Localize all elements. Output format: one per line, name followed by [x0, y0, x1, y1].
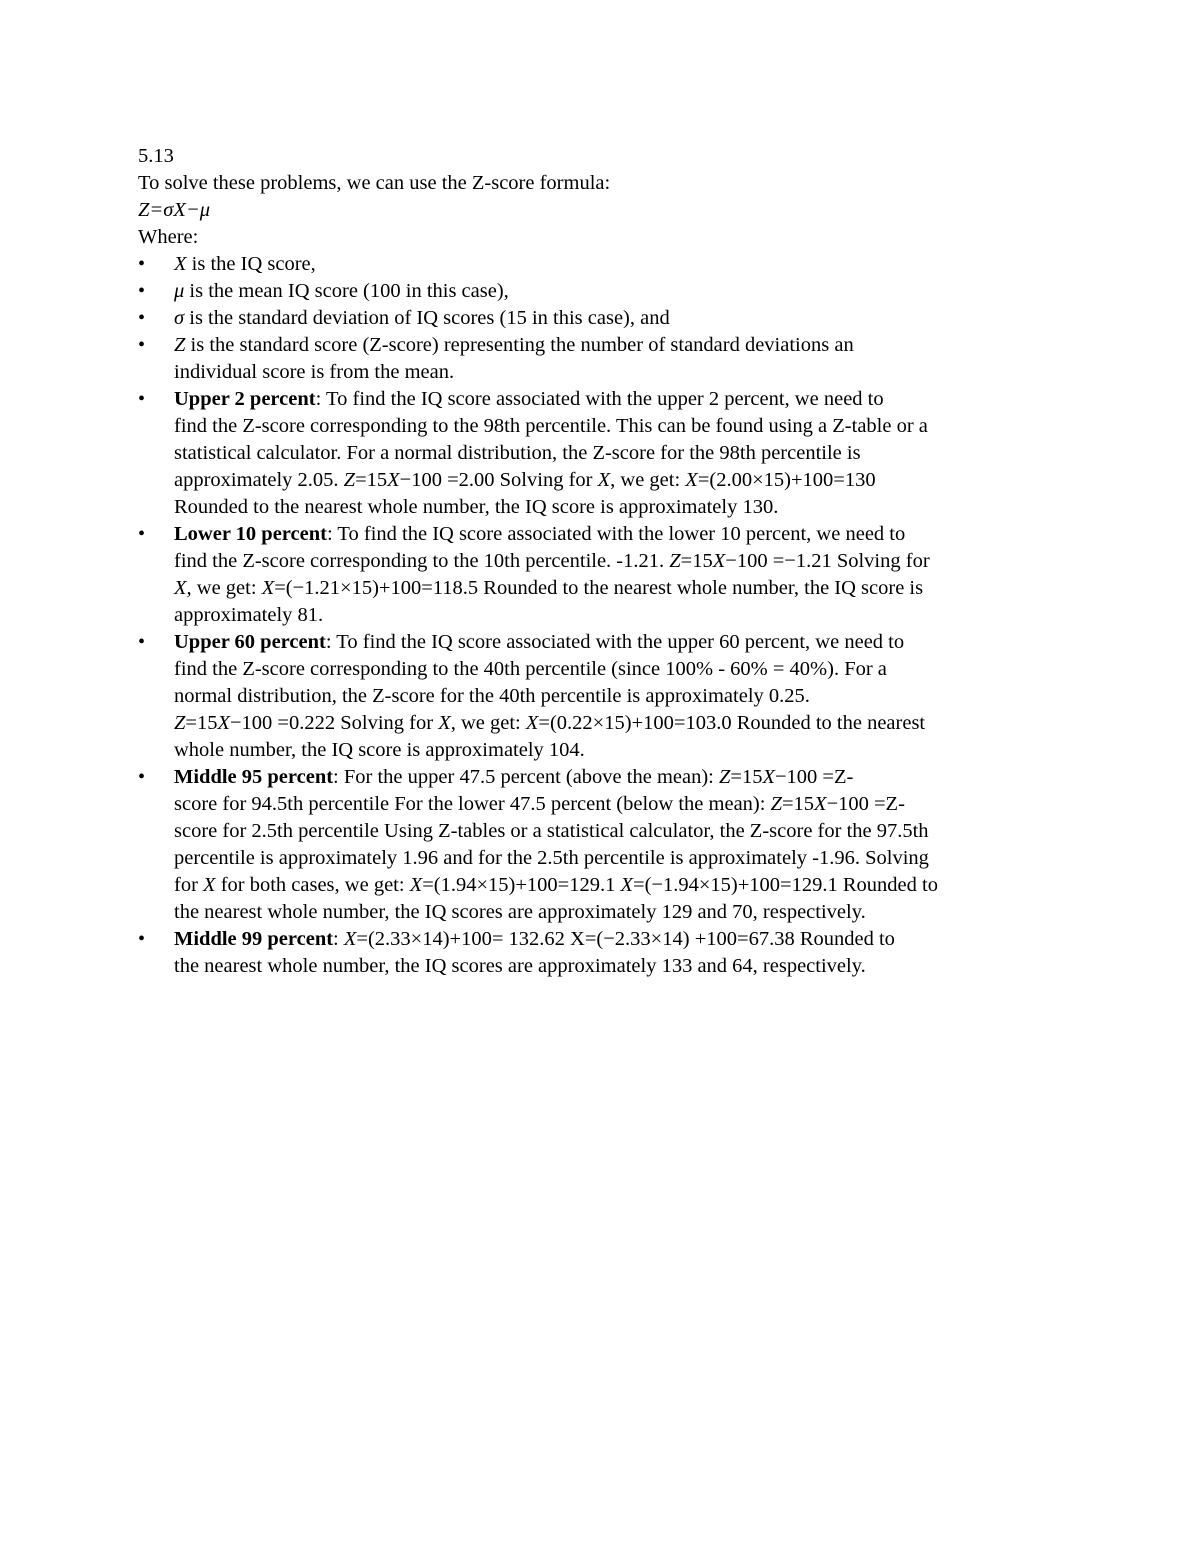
definition-z-continued: individual score is from the mean.	[174, 361, 455, 383]
section-upper-60-percent: • Upper 60 percent: To find the IQ score associated with the upper 60 percent, we need to	[138, 629, 1063, 656]
definition-text: is the standard score (Z-score) representing the number of standard deviations an	[185, 334, 854, 356]
intro-text: To solve these problems, we can use the Z-score formula:	[138, 172, 611, 194]
definition-x	[138, 251, 1063, 278]
lower-10-body: find the Z-score corresponding to the 10th percentile. -1.21. Z=15X−100 =−1.21 Solving for X, we get: X=(−1.21×15)+100=118.5 Rounded to the nearest whole number, the IQ score is approximately 81.	[174, 550, 930, 626]
definition-z	[138, 332, 1063, 359]
definition-text: is the IQ score,	[186, 253, 316, 275]
solutions-list-5	[138, 926, 1063, 953]
section-upper-2-percent: • Upper 2 percent: To find the IQ score associated with the upper 2 percent, we need to	[138, 386, 1063, 413]
definition-mu	[138, 278, 1063, 305]
solutions-list-3	[138, 629, 1063, 656]
zscore-formula: Z=σX−μ	[138, 199, 210, 221]
middle-95-body: score for 94.5th percentile For the lower 47.5 percent (below the mean): Z=15X−100 =Z- score for 2.5th percentile Using Z-tables or a statistical calculator, the Z-score for the 97.5th percentile is approximately 1.96 and for the 2.5th percentile is approximately -1.96. Solving for X for both cases, we get: X=(1.94×15)+100=129.1 X=(−1.94×15)+100=129.1 Rounded to the nearest whole number, the IQ scores are approximately 129 and 70, respectively.	[174, 793, 938, 923]
upper-60-body: find the Z-score corresponding to the 40th percentile (since 100% - 60% = 40%). For a normal distribution, the Z-score for the 40th percentile is approximately 0.25. Z=15X−100 =0.222 Solving for X, we get: X=(0.22×15)+100=103.0 Rounded to the nearest whole number, the IQ score is approximately 104.	[174, 658, 926, 761]
symbol-z: Z	[174, 334, 186, 356]
section-middle-99-percent: • Middle 99 percent: X=(2.33×14)+100= 132.62 X=(−2.33×14) +100=67.38 Rounded to	[138, 926, 1063, 953]
section-middle-95-percent: • Middle 95 percent: For the upper 47.5 percent (above the mean): Z=15X−100 =Z-	[138, 764, 1063, 791]
symbol-mu: μ	[174, 280, 185, 302]
symbol-x: X	[174, 253, 187, 275]
definition-text: is the mean IQ score (100 in this case),	[184, 280, 509, 302]
symbol-sigma: σ	[174, 307, 185, 329]
solutions-list	[138, 386, 1063, 413]
where-label: Where:	[138, 226, 199, 248]
section-label: Middle 95 percent	[174, 766, 334, 788]
section-label: Middle 99 percent	[174, 928, 334, 950]
section-label: Upper 60 percent	[174, 631, 326, 653]
problem-number: 5.13	[138, 145, 174, 167]
section-label: Upper 2 percent	[174, 388, 316, 410]
definitions-list	[138, 251, 1063, 359]
section-label: Lower 10 percent	[174, 523, 327, 545]
solutions-list-2	[138, 521, 1063, 548]
definition-text: is the standard deviation of IQ scores (15 in this case), and	[184, 307, 670, 329]
solutions-list-4	[138, 764, 1063, 791]
section-lower-10-percent: • Lower 10 percent: To find the IQ score associated with the lower 10 percent, we need to	[138, 521, 1063, 548]
definition-sigma	[138, 305, 1063, 332]
upper-2-body: find the Z-score corresponding to the 98th percentile. This can be found using a Z-table or a statistical calculator. For a normal distribution, the Z-score for the 98th percentile is approximately 2.05. Z=15X−100 =2.00 Solving for X, we get: X=(2.00×15)+100=130 Rounded to the nearest whole number, the IQ score is approximately 130.	[174, 415, 928, 518]
middle-99-body: the nearest whole number, the IQ scores are approximately 133 and 64, respectively.	[174, 955, 866, 977]
document-body	[138, 143, 1063, 980]
